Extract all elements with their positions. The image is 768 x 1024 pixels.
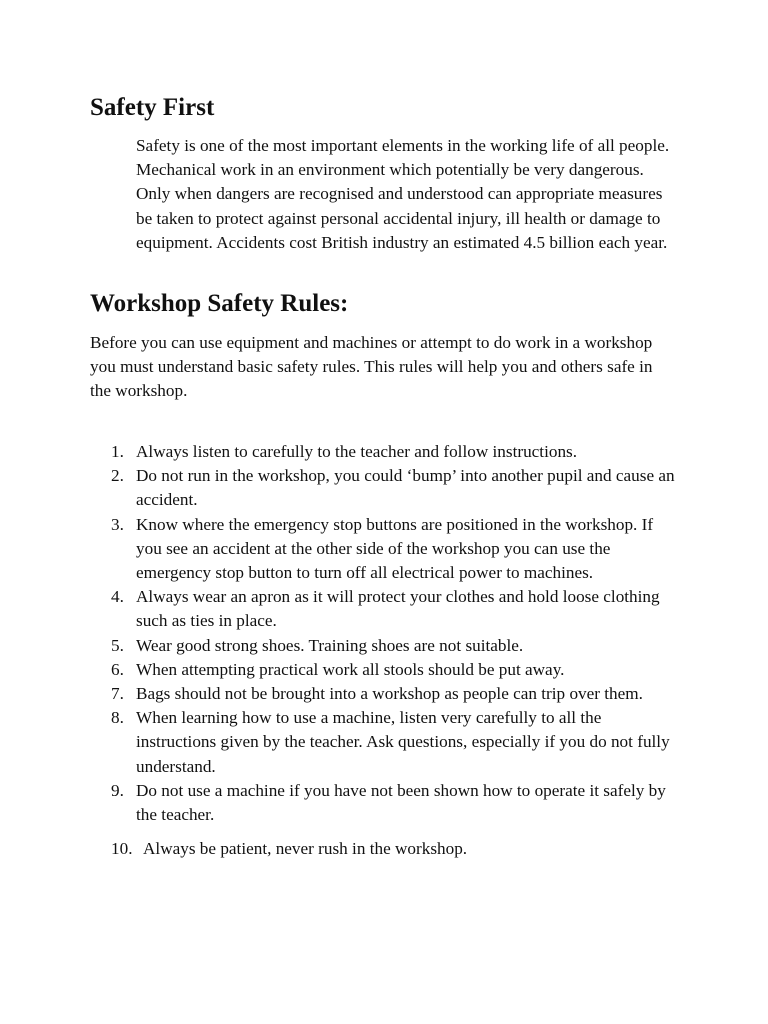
safety-first-paragraph: Safety is one of the most important elements in the working life of all people. Mechanical work in an environment which potentially be very dangerous. Only when dangers are recognised and understood can appropriate measures be taken to protect against personal accidental injury, ill health or damage to equipment. Accidents cost British industry an estimated 4.5 billion each year. [136,136,670,252]
list-item-text: Always listen to carefully to the teacher and follow instructions. [136,442,578,461]
list-item-text: When attempting practical work all stools should be put away. [136,659,565,679]
list-item-number: 7. [111,684,124,704]
list-item-number: 2. [111,466,124,486]
list-item-text: Wear good strong shoes. Training shoes are not suitable. [136,635,524,655]
list-item [0,837,683,861]
list-item [0,706,676,779]
list-item [0,634,676,658]
list-item [0,682,676,706]
list-item-text: Always be patient, never rush in the workshop. [143,839,468,859]
list-item [0,513,676,586]
list-item [0,779,676,827]
list-item-number: 1. [111,442,124,461]
safety-rules-list [0,440,768,861]
list-item [0,464,676,512]
list-item-text: When learning how to use a machine, listen very carefully to all the instructions given by the teacher. Ask questions, especially if you do not fully understand. [136,708,670,776]
list-item-text: Always wear an apron as it will protect your clothes and hold loose clothing such as ties in place. [136,587,660,631]
list-item [0,585,676,633]
list-item-number: 8. [111,708,124,728]
list-item-number: 4. [111,587,124,607]
list-item-number: 5. [111,635,124,655]
list-item-number: 3. [111,514,124,534]
list-item-number: 9. [111,780,124,800]
workshop-rules-intro-paragraph: Before you can use equipment and machines or attempt to do work in a workshop you must understand basic safety rules. This rules will help you and others safe in the workshop. [90,333,653,401]
list-item-text: Do not use a machine if you have not been shown how to operate it safely by the teacher. [136,780,666,825]
list-item-number: 6. [111,659,124,679]
list-item [0,658,676,682]
list-item-text: Do not run in the workshop, you could ‘bump’ into another pupil and cause an accident. [136,466,675,510]
list-item-text: Bags should not be brought into a workshop as people can trip over them. [136,684,643,704]
list-item-number: 10. [111,839,133,859]
list-item [0,440,676,464]
section-title-workshop-safety-rules: Workshop Safety Rules: [90,290,349,317]
section-title-safety-first: Safety First [90,94,215,121]
list-item-text: Know where the emergency stop buttons are positioned in the workshop. If you see an accident at the other side of the workshop you can use the emergency stop button to turn off all electrical power to machines. [136,514,654,583]
